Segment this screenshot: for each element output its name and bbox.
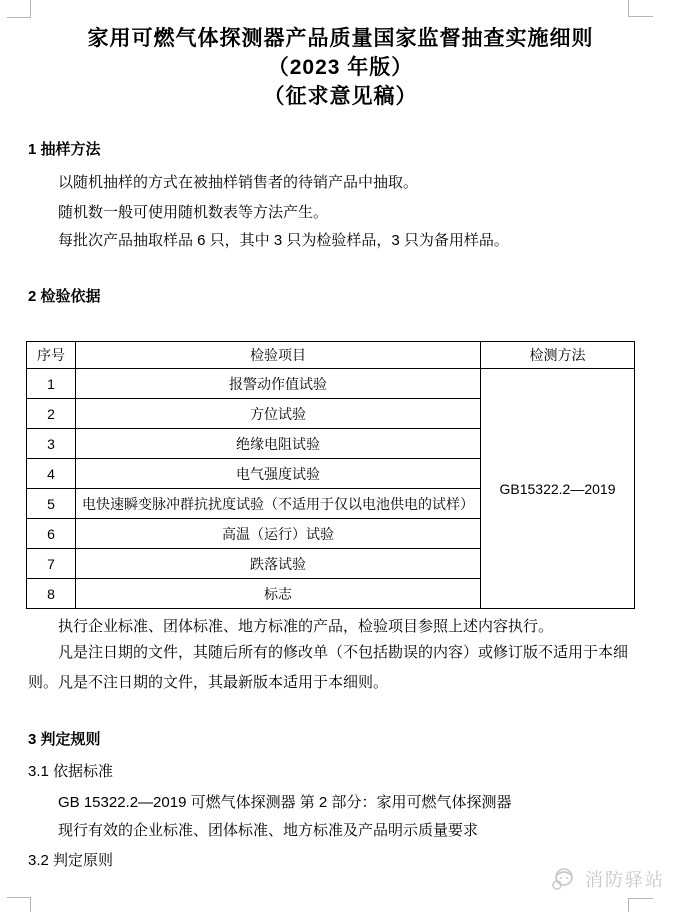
section-3-1-line-1: GB 15322.2—2019 可燃气体探测器 第 2 部分：家用可燃气体探测器 — [58, 794, 512, 811]
section-2-note-1: 执行企业标准、团体标准、地方标准的产品，检验项目参照上述内容执行。 — [58, 618, 554, 635]
row-number-cell: 8 — [27, 579, 76, 609]
table-header-row — [27, 342, 635, 369]
test-item-cell: 电气强度试验 — [76, 459, 481, 489]
row-number-cell: 5 — [27, 489, 76, 519]
header-cell-method: 检测方法 — [481, 342, 635, 369]
header-cell-item: 检验项目 — [76, 342, 481, 369]
test-item-cell: 高温（运行）试验 — [76, 519, 481, 549]
row-number-cell: 3 — [27, 429, 76, 459]
test-item-cell: 方位试验 — [76, 399, 481, 429]
title-line-3: （征求意见稿） — [263, 85, 418, 108]
crop-mark-bottom-right-icon — [628, 898, 653, 912]
title-line-2: （2023 年版） — [267, 56, 414, 79]
test-item-cell: 标志 — [76, 579, 481, 609]
table-row — [27, 369, 635, 399]
method-cell: GB15322.2—2019 — [481, 369, 635, 609]
fire-station-mascot-icon — [549, 867, 579, 891]
test-item-cell: 跌落试验 — [76, 549, 481, 579]
test-item-cell: 电快速瞬变脉冲群抗扰度试验（不适用于仅以电池供电的试样） — [76, 489, 481, 519]
title-line-1: 家用可燃气体探测器产品质量国家监督抽查实施细则 — [87, 27, 594, 50]
section-3-heading: 3 判定规则 — [28, 731, 101, 748]
watermark — [549, 866, 665, 892]
section-1-paragraph-1: 以随机抽样的方式在被抽样销售者的待销产品中抽取。 — [58, 174, 419, 191]
header-cell-no: 序号 — [27, 342, 76, 369]
crop-mark-top-right-icon — [628, 0, 653, 17]
crop-mark-bottom-left-icon — [7, 897, 31, 912]
section-2-heading: 2 检验依据 — [28, 288, 101, 305]
section-1-paragraph-3: 每批次产品抽取样品 6 只，其中 3 只为检验样品，3 只为备用样品。 — [58, 232, 509, 249]
test-item-cell: 报警动作值试验 — [76, 369, 481, 399]
document-title — [0, 24, 681, 111]
section-2-note-2: 凡是注日期的文件，其随后所有的修改单（不包括勘误的内容）或修订版不适用于本细则。凡是不注日期的文件，其最新版本适用于本细则。 — [28, 644, 629, 691]
section-3-2-heading: 3.2 判定原则 — [28, 852, 114, 869]
section-1-heading: 1 抽样方法 — [28, 141, 101, 158]
row-number-cell: 6 — [27, 519, 76, 549]
watermark-label: 消防驿站 — [585, 870, 665, 890]
row-number-cell: 1 — [27, 369, 76, 399]
row-number-cell: 2 — [27, 399, 76, 429]
section-3-1-line-2: 现行有效的企业标准、团体标准、地方标准及产品明示质量要求 — [58, 822, 479, 839]
section-1-paragraph-2: 随机数一般可使用随机数表等方法产生。 — [58, 204, 329, 221]
row-number-cell: 7 — [27, 549, 76, 579]
row-number-cell: 4 — [27, 459, 76, 489]
test-item-cell: 绝缘电阻试验 — [76, 429, 481, 459]
crop-mark-top-left-icon — [7, 0, 31, 18]
inspection-items-table — [26, 341, 635, 609]
section-3-1-heading: 3.1 依据标准 — [28, 763, 114, 780]
